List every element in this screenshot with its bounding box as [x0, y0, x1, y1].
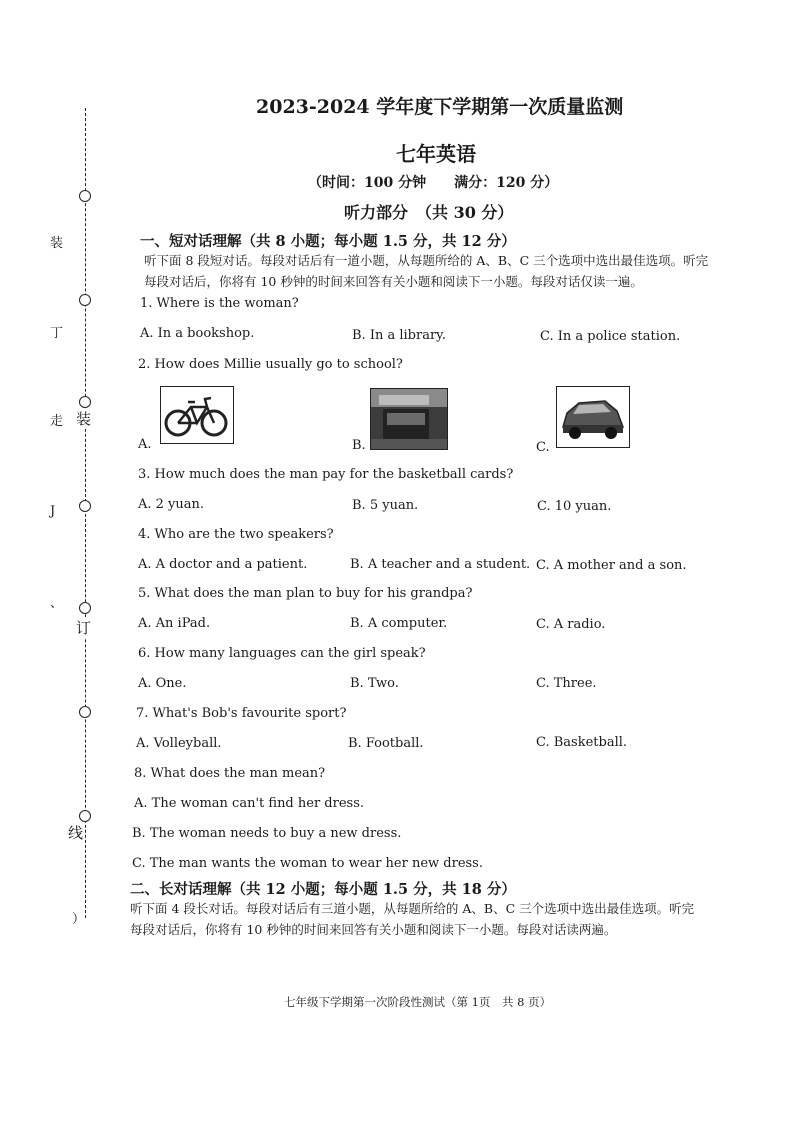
question-6: 6. How many languages can the girl speak? [138, 646, 426, 661]
bus-icon [371, 389, 447, 449]
exam-title: 2023-2024 学年度下学期第一次质量监测 [256, 96, 624, 118]
question-4: 4. Who are the two speakers? [138, 527, 334, 542]
page-footer: 七年级下学期第一次阶段性测试（第 1页 共 8 页） [284, 995, 552, 1009]
question-2: 2. How does Millie usually go to school? [138, 357, 403, 372]
edge-char: 、 [50, 596, 64, 611]
time-score: （时间：100 分钟 满分：120 分） [308, 175, 559, 191]
binding-hole [79, 294, 91, 306]
question-8: 8. What does the man mean? [134, 766, 326, 781]
q3-option-c: C. 10 yuan. [537, 499, 612, 514]
part1-instruction: 听下面 8 段短对话。每段对话后有一道小题，从每题所给的 A、B、C 三个选项中选出最佳选项。听完 [144, 253, 709, 268]
car-picture [556, 386, 630, 448]
question-7: 7. What's Bob's favourite sport? [136, 706, 347, 721]
q2-option-a: A. [138, 437, 152, 452]
q8-option-b: B. The woman needs to buy a new dress. [132, 826, 402, 841]
question-5: 5. What does the man plan to buy for his grandpa? [138, 586, 473, 601]
part1-heading: 一、短对话理解（共 8 小题；每小题 1.5 分，共 12 分） [140, 233, 516, 250]
q7-option-b: B. Football. [348, 736, 424, 751]
subject-title: 七年英语 [396, 142, 476, 166]
part2-instruction: 听下面 4 段长对话。每段对话后有三道小题，从每题所给的 A、B、C 三个选项中选出最佳选项。听完 [130, 901, 695, 916]
binding-char-ding: 订 [76, 619, 92, 637]
q1-option-b: B. In a library. [352, 328, 446, 343]
q5-option-a: A. An iPad. [138, 616, 211, 631]
binding-hole [79, 190, 91, 202]
q6-option-b: B. Two. [350, 676, 399, 691]
q4-option-a: A. A doctor and a patient. [138, 557, 308, 572]
edge-char: J [50, 504, 56, 519]
question-1: 1. Where is the woman? [140, 296, 299, 311]
q3-option-a: A. 2 yuan. [138, 497, 205, 512]
car-icon [557, 387, 629, 447]
q2-option-c: C. [536, 440, 550, 455]
q5-option-c: C. A radio. [536, 617, 606, 632]
q2-option-b: B. [352, 438, 366, 453]
edge-char: 丁 [50, 326, 64, 341]
edge-char: 装 [50, 236, 64, 251]
part2-heading: 二、长对话理解（共 12 小题；每小题 1.5 分，共 18 分） [130, 881, 516, 898]
q7-option-c: C. Basketball. [536, 735, 628, 750]
binding-hole [79, 500, 91, 512]
binding-hole [79, 602, 91, 614]
q7-option-a: A. Volleyball. [136, 736, 222, 751]
binding-dashed-line [85, 108, 86, 918]
q8-option-a: A. The woman can't find her dress. [134, 796, 365, 811]
edge-char: 走 [50, 414, 64, 429]
q5-option-b: B. A computer. [350, 616, 448, 631]
q4-option-b: B. A teacher and a student. [350, 557, 531, 572]
binding-char-xian: 线 [68, 824, 84, 842]
q6-option-a: A. One. [138, 676, 187, 691]
q8-option-c: C. The man wants the woman to wear her new dress. [132, 856, 483, 871]
binding-hole [79, 396, 91, 408]
q6-option-c: C. Three. [536, 676, 597, 691]
q1-option-a: A. In a bookshop. [140, 326, 255, 341]
bicycle-icon [161, 387, 233, 443]
question-3: 3. How much does the man pay for the basketball cards? [138, 467, 514, 482]
q1-option-c: C. In a police station. [540, 329, 681, 344]
binding-hole [79, 706, 91, 718]
edge-char: ） [72, 912, 86, 927]
listening-title: 听力部分 （共 30 分） [344, 203, 514, 222]
bicycle-picture [160, 386, 234, 444]
part1-instruction: 每段对话后，你将有 10 秒钟的时间来回答有关小题和阅读下一小题。每段对话仅读一遍。 [144, 274, 643, 289]
binding-char-zhuang: 装 [76, 410, 92, 428]
part2-instruction: 每段对话后，你将有 10 秒钟的时间来回答有关小题和阅读下一小题。每段对话读两遍。 [130, 922, 617, 937]
q3-option-b: B. 5 yuan. [352, 498, 419, 513]
bus-photo [370, 388, 448, 450]
binding-hole [79, 810, 91, 822]
q4-option-c: C. A mother and a son. [536, 558, 687, 573]
